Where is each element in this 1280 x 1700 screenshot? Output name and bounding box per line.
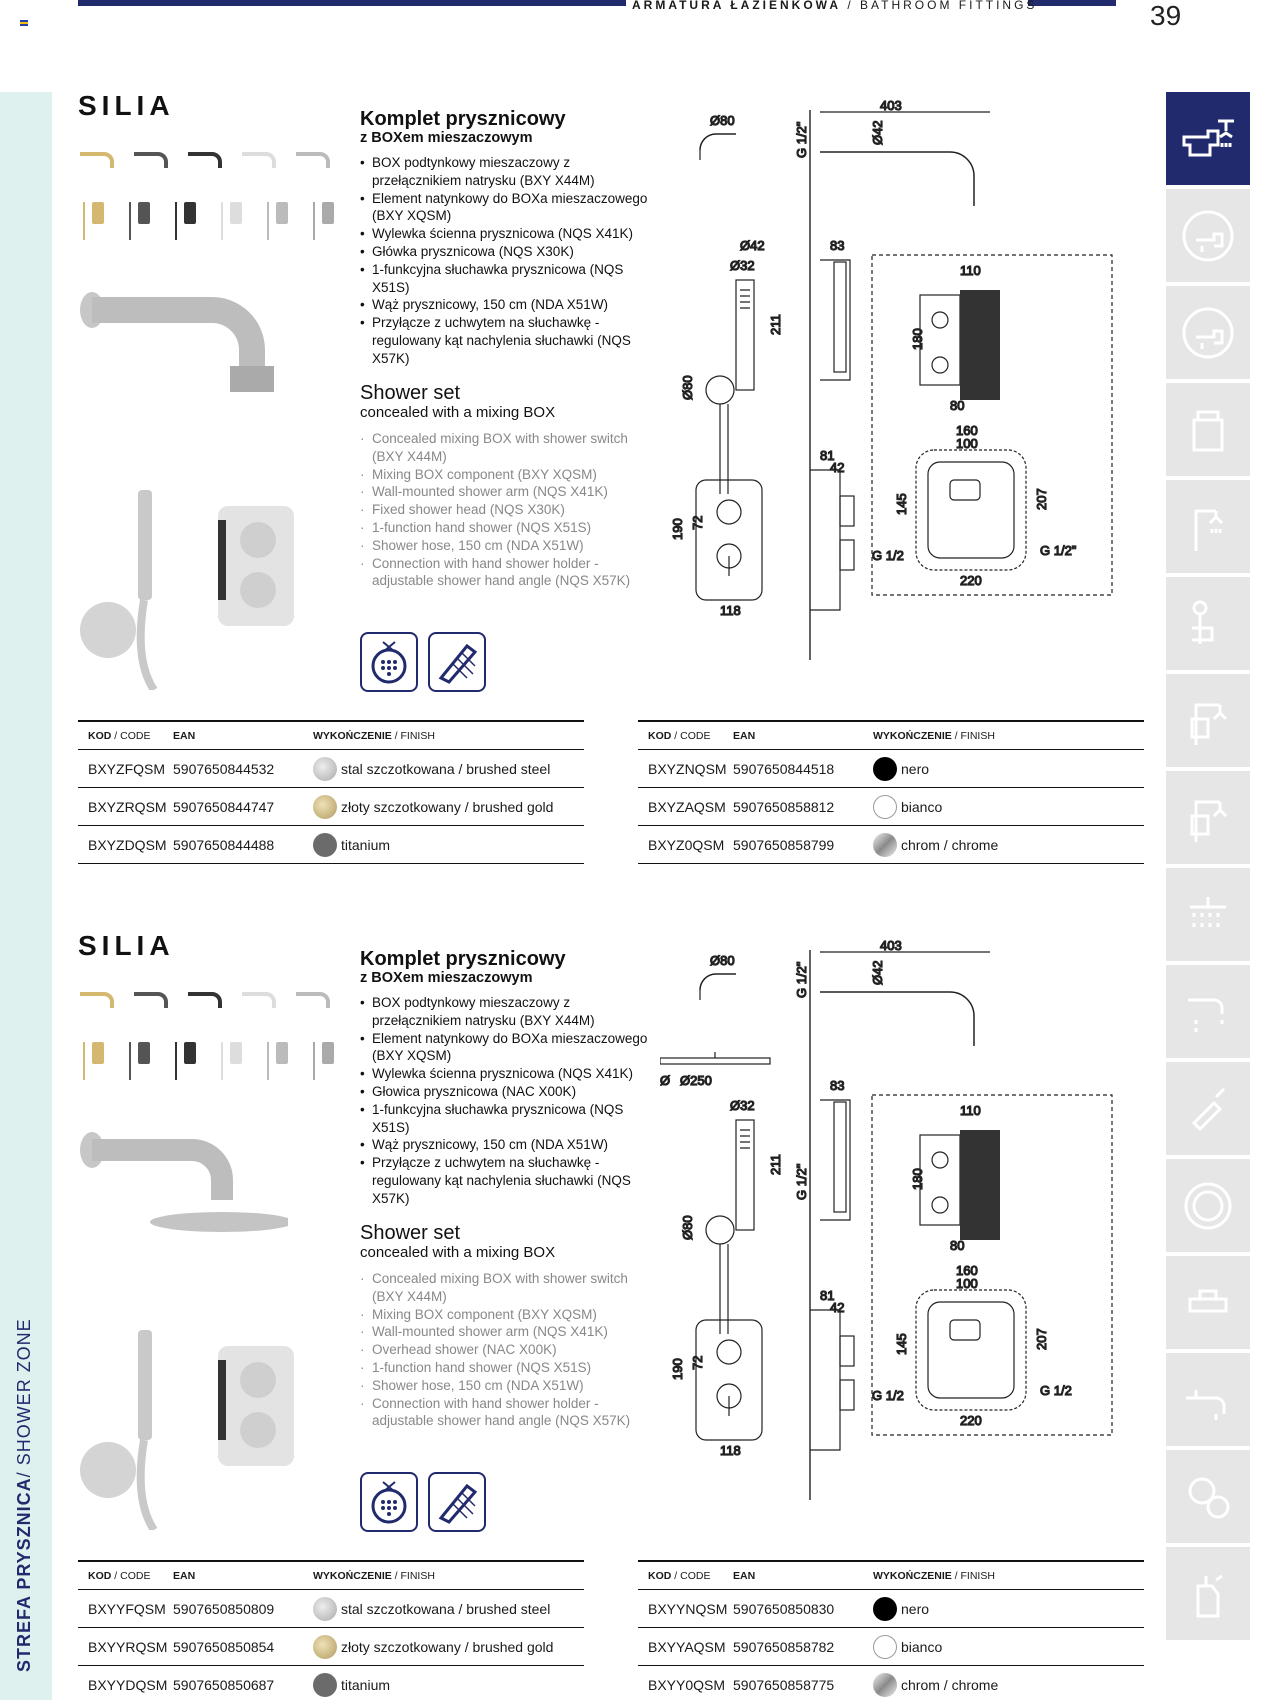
spout-thumbnail[interactable]	[240, 986, 280, 1012]
series-title: SILIA	[78, 930, 175, 961]
ean-code: 5907650858799	[733, 836, 835, 853]
dimension-label: G 1/2	[1040, 1383, 1072, 1398]
finish-cell	[873, 1673, 1144, 1697]
spout-thumbnail[interactable]	[186, 986, 226, 1012]
set-thumbnail[interactable]	[170, 1038, 202, 1082]
finish-name: bianco	[901, 798, 943, 815]
dimension-label: 42	[830, 1300, 845, 1315]
ean-code: 5907650850687	[173, 1676, 275, 1693]
table-row[interactable]	[78, 750, 584, 788]
dimension-label: 80	[950, 1238, 965, 1253]
dimension-label: Ø80	[680, 1215, 695, 1240]
finish-cell	[873, 1597, 1144, 1621]
product-subtitle-en: concealed with a mixing BOX	[360, 404, 556, 421]
product-code: BXYY0QSM	[648, 1676, 726, 1693]
table-row[interactable]	[638, 1628, 1144, 1666]
component-item-en: · 1-function hand shower (NQS X51S)	[360, 519, 660, 537]
col-sep: /	[111, 1569, 121, 1582]
dimension-label: 118	[720, 1443, 741, 1458]
col-header-code	[638, 730, 733, 742]
hand-shower-and-mixer-image	[78, 480, 298, 690]
col-sep: /	[391, 729, 401, 742]
dimension-label: 207	[1034, 488, 1049, 510]
dimension-label: 110	[960, 263, 981, 278]
component-list-en	[360, 1270, 660, 1430]
component-list-pl	[360, 994, 660, 1208]
product-title-en: Shower set	[360, 1222, 461, 1244]
finish-thumbnails-sets	[78, 1038, 340, 1082]
dimension-label: 81	[820, 1288, 835, 1303]
component-item-en: · 1-function hand shower (NQS X51S)	[360, 1359, 660, 1377]
anti-limescale-badge-icon	[360, 1472, 418, 1532]
dimension-label: 190	[670, 1358, 685, 1380]
ean-code: 5907650844747	[173, 798, 275, 815]
finish-name: chrom / chrome	[901, 1676, 999, 1693]
component-item-en: · Concealed mixing BOX with shower switch (BXY X44M)	[360, 1270, 660, 1306]
set-thumbnail[interactable]	[78, 198, 110, 242]
product-title-pl: Komplet prysznicowy	[360, 948, 566, 970]
page-number: 39	[1150, 0, 1182, 31]
dimension-label: 100	[956, 1276, 978, 1291]
product-subtitle-pl: z BOXem mieszaczowym	[360, 970, 533, 986]
col-finish-pl: WYKOŃCZENIE	[313, 729, 392, 742]
ean-code: 5907650844532	[173, 760, 275, 777]
anti-limescale-badge-icon	[360, 632, 418, 692]
technical-drawing	[660, 100, 1120, 660]
finish-thumbnails-spouts	[78, 986, 334, 1012]
product-section	[0, 840, 1280, 1700]
dimension-label: G 1/2"	[794, 1163, 809, 1200]
dimension-label: 100	[956, 436, 978, 451]
table-row[interactable]	[78, 1628, 584, 1666]
dimension-label: G 1/2"	[1040, 543, 1077, 558]
col-header-ean	[173, 1570, 313, 1582]
col-ean: EAN	[733, 729, 756, 742]
col-header-code	[78, 730, 173, 742]
col-sep: /	[951, 729, 961, 742]
finish-name: złoty szczotkowany / brushed gold	[341, 1638, 554, 1655]
dimension-label: Ø250	[680, 1073, 712, 1088]
set-thumbnail[interactable]	[170, 198, 202, 242]
spout-thumbnail[interactable]	[132, 986, 172, 1012]
col-finish-en: FINISH	[400, 1569, 435, 1582]
finish-swatch	[873, 1673, 897, 1697]
component-item-pl: • 1-funkcyjna słuchawka prysznicowa (NQS X51S)	[360, 1101, 660, 1137]
finish-swatch	[873, 795, 897, 819]
dimension-label: 160	[956, 1263, 978, 1278]
col-sep: /	[671, 729, 681, 742]
col-header-ean	[733, 1570, 873, 1582]
finish-cell	[313, 1635, 584, 1659]
set-thumbnail[interactable]	[262, 1038, 294, 1082]
dimension-label: 403	[880, 100, 902, 113]
component-item-en: · Fixed shower head (NQS X30K)	[360, 501, 660, 519]
shower-arm-image	[78, 1110, 288, 1240]
col-code-pl: KOD	[648, 729, 672, 742]
col-header-finish	[313, 730, 584, 742]
finish-swatch	[313, 1597, 337, 1621]
product-title-pl: Komplet prysznicowy	[360, 108, 566, 130]
col-header-finish	[313, 1570, 584, 1582]
product-code: BXYYDQSM	[88, 1676, 168, 1693]
dimension-label: 145	[894, 493, 909, 515]
finish-swatch	[313, 1635, 337, 1659]
product-title-en: Shower set	[360, 382, 461, 404]
finish-swatch	[313, 795, 337, 819]
set-thumbnail[interactable]	[216, 1038, 248, 1082]
finish-name: złoty szczotkowany / brushed gold	[341, 798, 554, 815]
finish-cell	[313, 1597, 584, 1621]
dimension-label: Ø42	[870, 120, 885, 145]
product-code: BXYYAQSM	[648, 1638, 726, 1655]
product-code: BXYZRQSM	[88, 798, 167, 815]
col-finish-en: FINISH	[400, 729, 435, 742]
spout-thumbnail[interactable]	[78, 146, 118, 172]
product-subtitle-en: concealed with a mixing BOX	[360, 1244, 556, 1261]
dimension-label: 72	[690, 515, 705, 530]
dimension-label: 83	[830, 1078, 845, 1093]
set-thumbnail[interactable]	[308, 198, 340, 242]
col-code-en: CODE	[120, 1569, 151, 1582]
spout-thumbnail[interactable]	[240, 146, 280, 172]
table-header	[638, 1560, 1144, 1590]
dimension-label: 190	[670, 518, 685, 540]
header-title-en: BATHROOM FITTINGS	[860, 0, 1038, 12]
component-item-pl: • Główka prysznicowa (NQS X30K)	[360, 243, 660, 261]
col-header-ean	[173, 730, 313, 742]
dimension-label: 220	[960, 1413, 982, 1428]
finish-swatch	[873, 1635, 897, 1659]
dimension-label: 211	[768, 1154, 783, 1175]
ean-code: 5907650844518	[733, 760, 835, 777]
dimension-label: 42	[830, 460, 845, 475]
finish-name: stal szczotkowana / brushed steel	[341, 1600, 551, 1617]
shower-arm-image	[78, 270, 288, 400]
dimension-label: Ø42	[870, 960, 885, 985]
col-sep: /	[391, 1569, 401, 1582]
dimension-label: Ø32	[730, 258, 755, 273]
ean-code: 5907650850809	[173, 1600, 275, 1617]
component-item-pl: • BOX podtynkowy mieszaczowy z przełącznikiem natrysku (BXY X44M)	[360, 994, 660, 1030]
feature-badges	[360, 632, 486, 692]
col-code-pl: KOD	[648, 1569, 672, 1582]
product-code-table	[78, 1560, 584, 1700]
dimension-label: 207	[1034, 1328, 1049, 1350]
col-sep: /	[671, 1569, 681, 1582]
col-finish-en: FINISH	[960, 1569, 995, 1582]
col-header-ean	[733, 730, 873, 742]
col-code-pl: KOD	[88, 1569, 112, 1582]
col-code-pl: KOD	[88, 729, 112, 742]
ean-code: 5907650850854	[173, 1638, 275, 1655]
component-item-pl: • Głowica prysznicowa (NAC X00K)	[360, 1083, 660, 1101]
dimension-label: G 1/2	[872, 548, 904, 563]
dimension-label: 403	[880, 940, 902, 953]
set-thumbnail[interactable]	[124, 198, 156, 242]
dimension-label: 72	[690, 1355, 705, 1370]
technical-drawing	[660, 940, 1120, 1500]
finish-cell	[873, 795, 1144, 819]
spout-thumbnail[interactable]	[132, 146, 172, 172]
spout-thumbnail[interactable]	[78, 986, 118, 1012]
component-item-pl: • Wylewka ścienna prysznicowa (NQS X41K)	[360, 225, 660, 243]
side-label-pl: STREFA PRYSZNICA	[14, 1477, 34, 1672]
col-sep: /	[951, 1569, 961, 1582]
set-thumbnail[interactable]	[78, 1038, 110, 1082]
component-item-en: · Connection with hand shower holder - adjustable shower hand angle (NQS X57K)	[360, 555, 660, 591]
component-item-en: · Mixing BOX component (BXY XQSM)	[360, 466, 660, 484]
set-thumbnail[interactable]	[124, 1038, 156, 1082]
col-finish-en: FINISH	[960, 729, 995, 742]
col-header-code	[78, 1570, 173, 1582]
dimension-label: Ø80	[710, 113, 735, 128]
finish-thumbnails-spouts	[78, 146, 334, 172]
dimension-label: 160	[956, 423, 978, 438]
header-title-pl: ARMATURA ŁAZIENKOWA	[632, 0, 841, 12]
table-row[interactable]	[78, 788, 584, 826]
product-code: BXYZFQSM	[88, 760, 166, 777]
finish-swatch	[873, 757, 897, 781]
finish-swatch	[873, 1597, 897, 1621]
ean-code: 5907650844488	[173, 836, 275, 853]
spout-thumbnail[interactable]	[186, 146, 226, 172]
component-item-en: · Mixing BOX component (BXY XQSM)	[360, 1306, 660, 1324]
finish-name: chrom / chrome	[901, 836, 999, 853]
col-ean: EAN	[173, 729, 196, 742]
component-item-en: · Concealed mixing BOX with shower switch (BXY X44M)	[360, 430, 660, 466]
product-code: BXYYRQSM	[88, 1638, 168, 1655]
set-thumbnail[interactable]	[262, 198, 294, 242]
component-item-en: · Connection with hand shower holder - adjustable shower hand angle (NQS X57K)	[360, 1395, 660, 1431]
table-row[interactable]	[78, 1666, 584, 1700]
set-thumbnail[interactable]	[216, 198, 248, 242]
ean-code: 5907650858812	[733, 798, 835, 815]
component-item-pl: • BOX podtynkowy mieszaczowy z przełącznikiem natrysku (BXY X44M)	[360, 154, 660, 190]
col-code-en: CODE	[680, 729, 711, 742]
dimension-label: G 1/2"	[794, 961, 809, 998]
table-row[interactable]	[638, 788, 1144, 826]
product-code: BXYZDQSM	[88, 836, 167, 853]
col-finish-pl: WYKOŃCZENIE	[873, 1569, 952, 1582]
product-code: BXYYFQSM	[88, 1600, 166, 1617]
col-code-en: CODE	[680, 1569, 711, 1582]
component-item-en: · Overhead shower (NAC X00K)	[360, 1341, 660, 1359]
dimension-label: G 1/2	[872, 1388, 904, 1403]
finish-cell	[313, 757, 584, 781]
ean-code: 5907650850830	[733, 1600, 835, 1617]
col-header-code	[638, 1570, 733, 1582]
col-finish-pl: WYKOŃCZENIE	[313, 1569, 392, 1582]
dimension-label: Ø	[660, 1073, 671, 1088]
product-code: BXYZNQSM	[648, 760, 727, 777]
col-sep: /	[111, 729, 121, 742]
set-thumbnail[interactable]	[308, 1038, 340, 1082]
product-code: BXYZAQSM	[648, 798, 726, 815]
dimension-label: 110	[960, 1103, 981, 1118]
table-header	[78, 1560, 584, 1590]
component-item-pl: • Wąż prysznicowy, 150 cm (NDA X51W)	[360, 296, 660, 314]
hand-shower-and-mixer-image	[78, 1320, 298, 1530]
feature-badges	[360, 1472, 486, 1532]
component-item-pl: • Element natynkowy do BOXa mieszaczowego (BXY XQSM)	[360, 1030, 660, 1066]
dimension-label: G 1/2"	[794, 121, 809, 158]
component-item-en: · Wall-mounted shower arm (NQS X41K)	[360, 1323, 660, 1341]
dimension-label: 118	[720, 603, 741, 618]
finish-cell	[313, 1673, 584, 1697]
finish-thumbnails-sets	[78, 198, 340, 242]
dimension-label: 81	[820, 448, 835, 463]
header-separator: /	[840, 0, 860, 12]
table-row[interactable]	[638, 1666, 1144, 1700]
col-ean: EAN	[733, 1569, 756, 1582]
side-label-en: / SHOWER ZONE	[14, 1318, 34, 1478]
finish-name: nero	[901, 1600, 930, 1617]
finish-name: stal szczotkowana / brushed steel	[341, 760, 551, 777]
table-header	[638, 720, 1144, 750]
dimension-label: Ø32	[730, 1098, 755, 1113]
component-item-pl: • Przyłącze z uchwytem na słuchawkę - regulowany kąt nachylenia słuchawki (NQS X57K)	[360, 314, 660, 367]
ean-code: 5907650858775	[733, 1676, 835, 1693]
component-list-pl	[360, 154, 660, 368]
finish-name: titanium	[341, 1676, 391, 1693]
table-row[interactable]	[638, 1590, 1144, 1628]
table-row[interactable]	[78, 1590, 584, 1628]
product-code: BXYZ0QSM	[648, 836, 725, 853]
component-item-pl: • Wąż prysznicowy, 150 cm (NDA X51W)	[360, 1136, 660, 1154]
table-header	[78, 720, 584, 750]
dimension-label: Ø42	[740, 238, 765, 253]
dimension-label: 145	[894, 1333, 909, 1355]
col-header-finish	[873, 730, 1144, 742]
dimension-label: 83	[830, 238, 845, 253]
finish-name: bianco	[901, 1638, 943, 1655]
product-code-table	[638, 1560, 1144, 1700]
col-ean: EAN	[173, 1569, 196, 1582]
finish-swatch	[313, 1673, 337, 1697]
finish-swatch	[313, 757, 337, 781]
dimension-label: Ø80	[710, 953, 735, 968]
component-item-pl: • Element natynkowy do BOXa mieszaczowego (BXY XQSM)	[360, 190, 660, 226]
series-title: SILIA	[78, 90, 175, 121]
table-row[interactable]	[638, 750, 1144, 788]
component-item-en: · Shower hose, 150 cm (NDA X51W)	[360, 537, 660, 555]
component-item-en: · Shower hose, 150 cm (NDA X51W)	[360, 1377, 660, 1395]
component-list-en	[360, 430, 660, 590]
finish-cell	[873, 1635, 1144, 1659]
spout-thumbnail[interactable]	[294, 146, 334, 172]
component-item-pl: • Wylewka ścienna prysznicowa (NQS X41K)	[360, 1065, 660, 1083]
product-subtitle-pl: z BOXem mieszaczowym	[360, 130, 533, 146]
ean-code: 5907650858782	[733, 1638, 835, 1655]
finish-cell	[873, 757, 1144, 781]
hand-shower-badge-icon	[428, 1472, 486, 1532]
finish-name: nero	[901, 760, 930, 777]
component-item-en: · Wall-mounted shower arm (NQS X41K)	[360, 483, 660, 501]
dimension-label: 80	[950, 398, 965, 413]
spout-thumbnail[interactable]	[294, 986, 334, 1012]
col-finish-pl: WYKOŃCZENIE	[873, 729, 952, 742]
product-code: BXYYNQSM	[648, 1600, 728, 1617]
dimension-label: Ø80	[680, 375, 695, 400]
dimension-label: 180	[910, 1168, 925, 1190]
dimension-label: 180	[910, 328, 925, 350]
finish-name: titanium	[341, 836, 391, 853]
dimension-label: 211	[768, 314, 783, 335]
col-code-en: CODE	[120, 729, 151, 742]
finish-cell	[313, 795, 584, 819]
hand-shower-badge-icon	[428, 632, 486, 692]
dimension-label: 220	[960, 573, 982, 588]
component-item-pl: • 1-funkcyjna słuchawka prysznicowa (NQS X51S)	[360, 261, 660, 297]
component-item-pl: • Przyłącze z uchwytem na słuchawkę - regulowany kąt nachylenia słuchawki (NQS X57K)	[360, 1154, 660, 1207]
col-header-finish	[873, 1570, 1144, 1582]
